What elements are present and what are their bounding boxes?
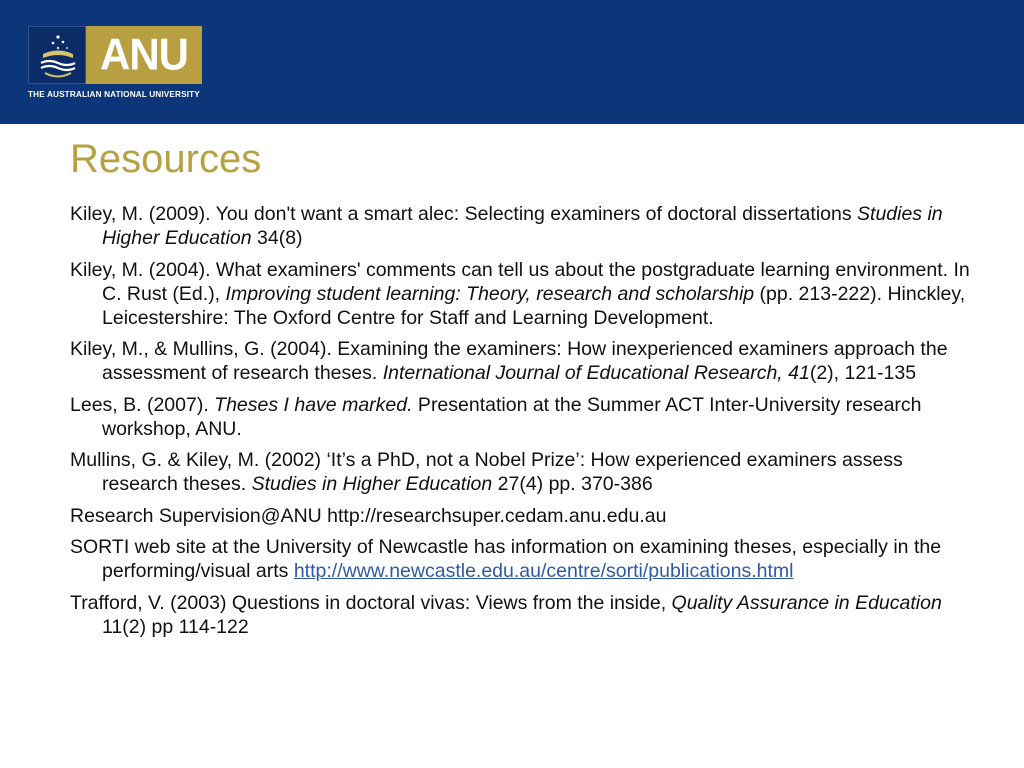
reference-text: Research Supervision@ANU http://researchsuper.cedam.anu.edu.au [70, 504, 667, 527]
reference-source-title: Studies in Higher Education [251, 473, 493, 495]
reference-item [70, 258, 980, 330]
header-banner [0, 0, 1024, 124]
reference-text: Mullins, G. & Kiley, M. (2002) ‘It’s a PhD, not a Nobel Prize’: How experienced examiners assess research theses. [70, 449, 903, 495]
reference-details: 34(8) [251, 227, 303, 249]
wordmark-box [86, 26, 202, 84]
reference-text: SORTI web site at the University of Newcastle has information on examining theses, especially in the performing/visual arts [70, 536, 942, 582]
reference-text: Trafford, V. (2003) Questions in doctoral vivas: Views from the inside, [70, 591, 672, 614]
reference-text: Kiley, M. (2009). You don't want a smart alec: Selecting examiners of doctoral dissertations [70, 203, 858, 225]
anu-logo[interactable] [28, 26, 202, 100]
reference-item [70, 202, 980, 250]
reference-item [70, 393, 980, 441]
reference-text: Lees, B. (2007). [70, 393, 215, 416]
reference-details: 11(2) pp 114-122 [102, 615, 249, 638]
reference-item [70, 591, 980, 639]
reference-source-title: Improving student learning: Theory, research and scholarship [225, 282, 755, 305]
reference-details: (pp. 213-222). Hinckley, Leicestershire: The Oxford Centre for Staff and Learning Development. [102, 282, 966, 329]
reference-text: Kiley, M., & Mullins, G. (2004). Examining the examiners: How inexperienced examiners approach the assessment of research theses. [70, 338, 948, 384]
sorti-publications-link[interactable]: http://www.newcastle.edu.au/centre/sorti/publications.html [293, 560, 794, 582]
reference-item [70, 448, 980, 496]
reference-source-title: Studies in Higher Education [102, 203, 943, 249]
reference-source-title: Theses I have marked. [214, 393, 413, 416]
slide-title: Resources [70, 137, 262, 181]
reference-source-title: Quality Assurance in Education [671, 591, 942, 614]
crest-icon [28, 26, 86, 84]
reference-source-title: International Journal of Educational Research, 41 [382, 362, 810, 384]
reference-item [70, 337, 980, 385]
reference-item [70, 535, 980, 583]
reference-details: Presentation at the Summer ACT Inter-University research workshop, ANU. [102, 393, 922, 440]
reference-text: Kiley, M. (2004). What examiners' comments can tell us about the postgraduate learning environment. In C. Rust (Ed.), [70, 258, 970, 305]
reference-details: 27(4) pp. 370-386 [492, 473, 653, 495]
reference-list [70, 202, 980, 646]
logo-wordmark: ANU [100, 29, 188, 80]
university-name: THE AUSTRALIAN NATIONAL UNIVERSITY [28, 90, 200, 99]
reference-item [70, 504, 980, 528]
reference-details: (2), 121-135 [809, 362, 917, 384]
